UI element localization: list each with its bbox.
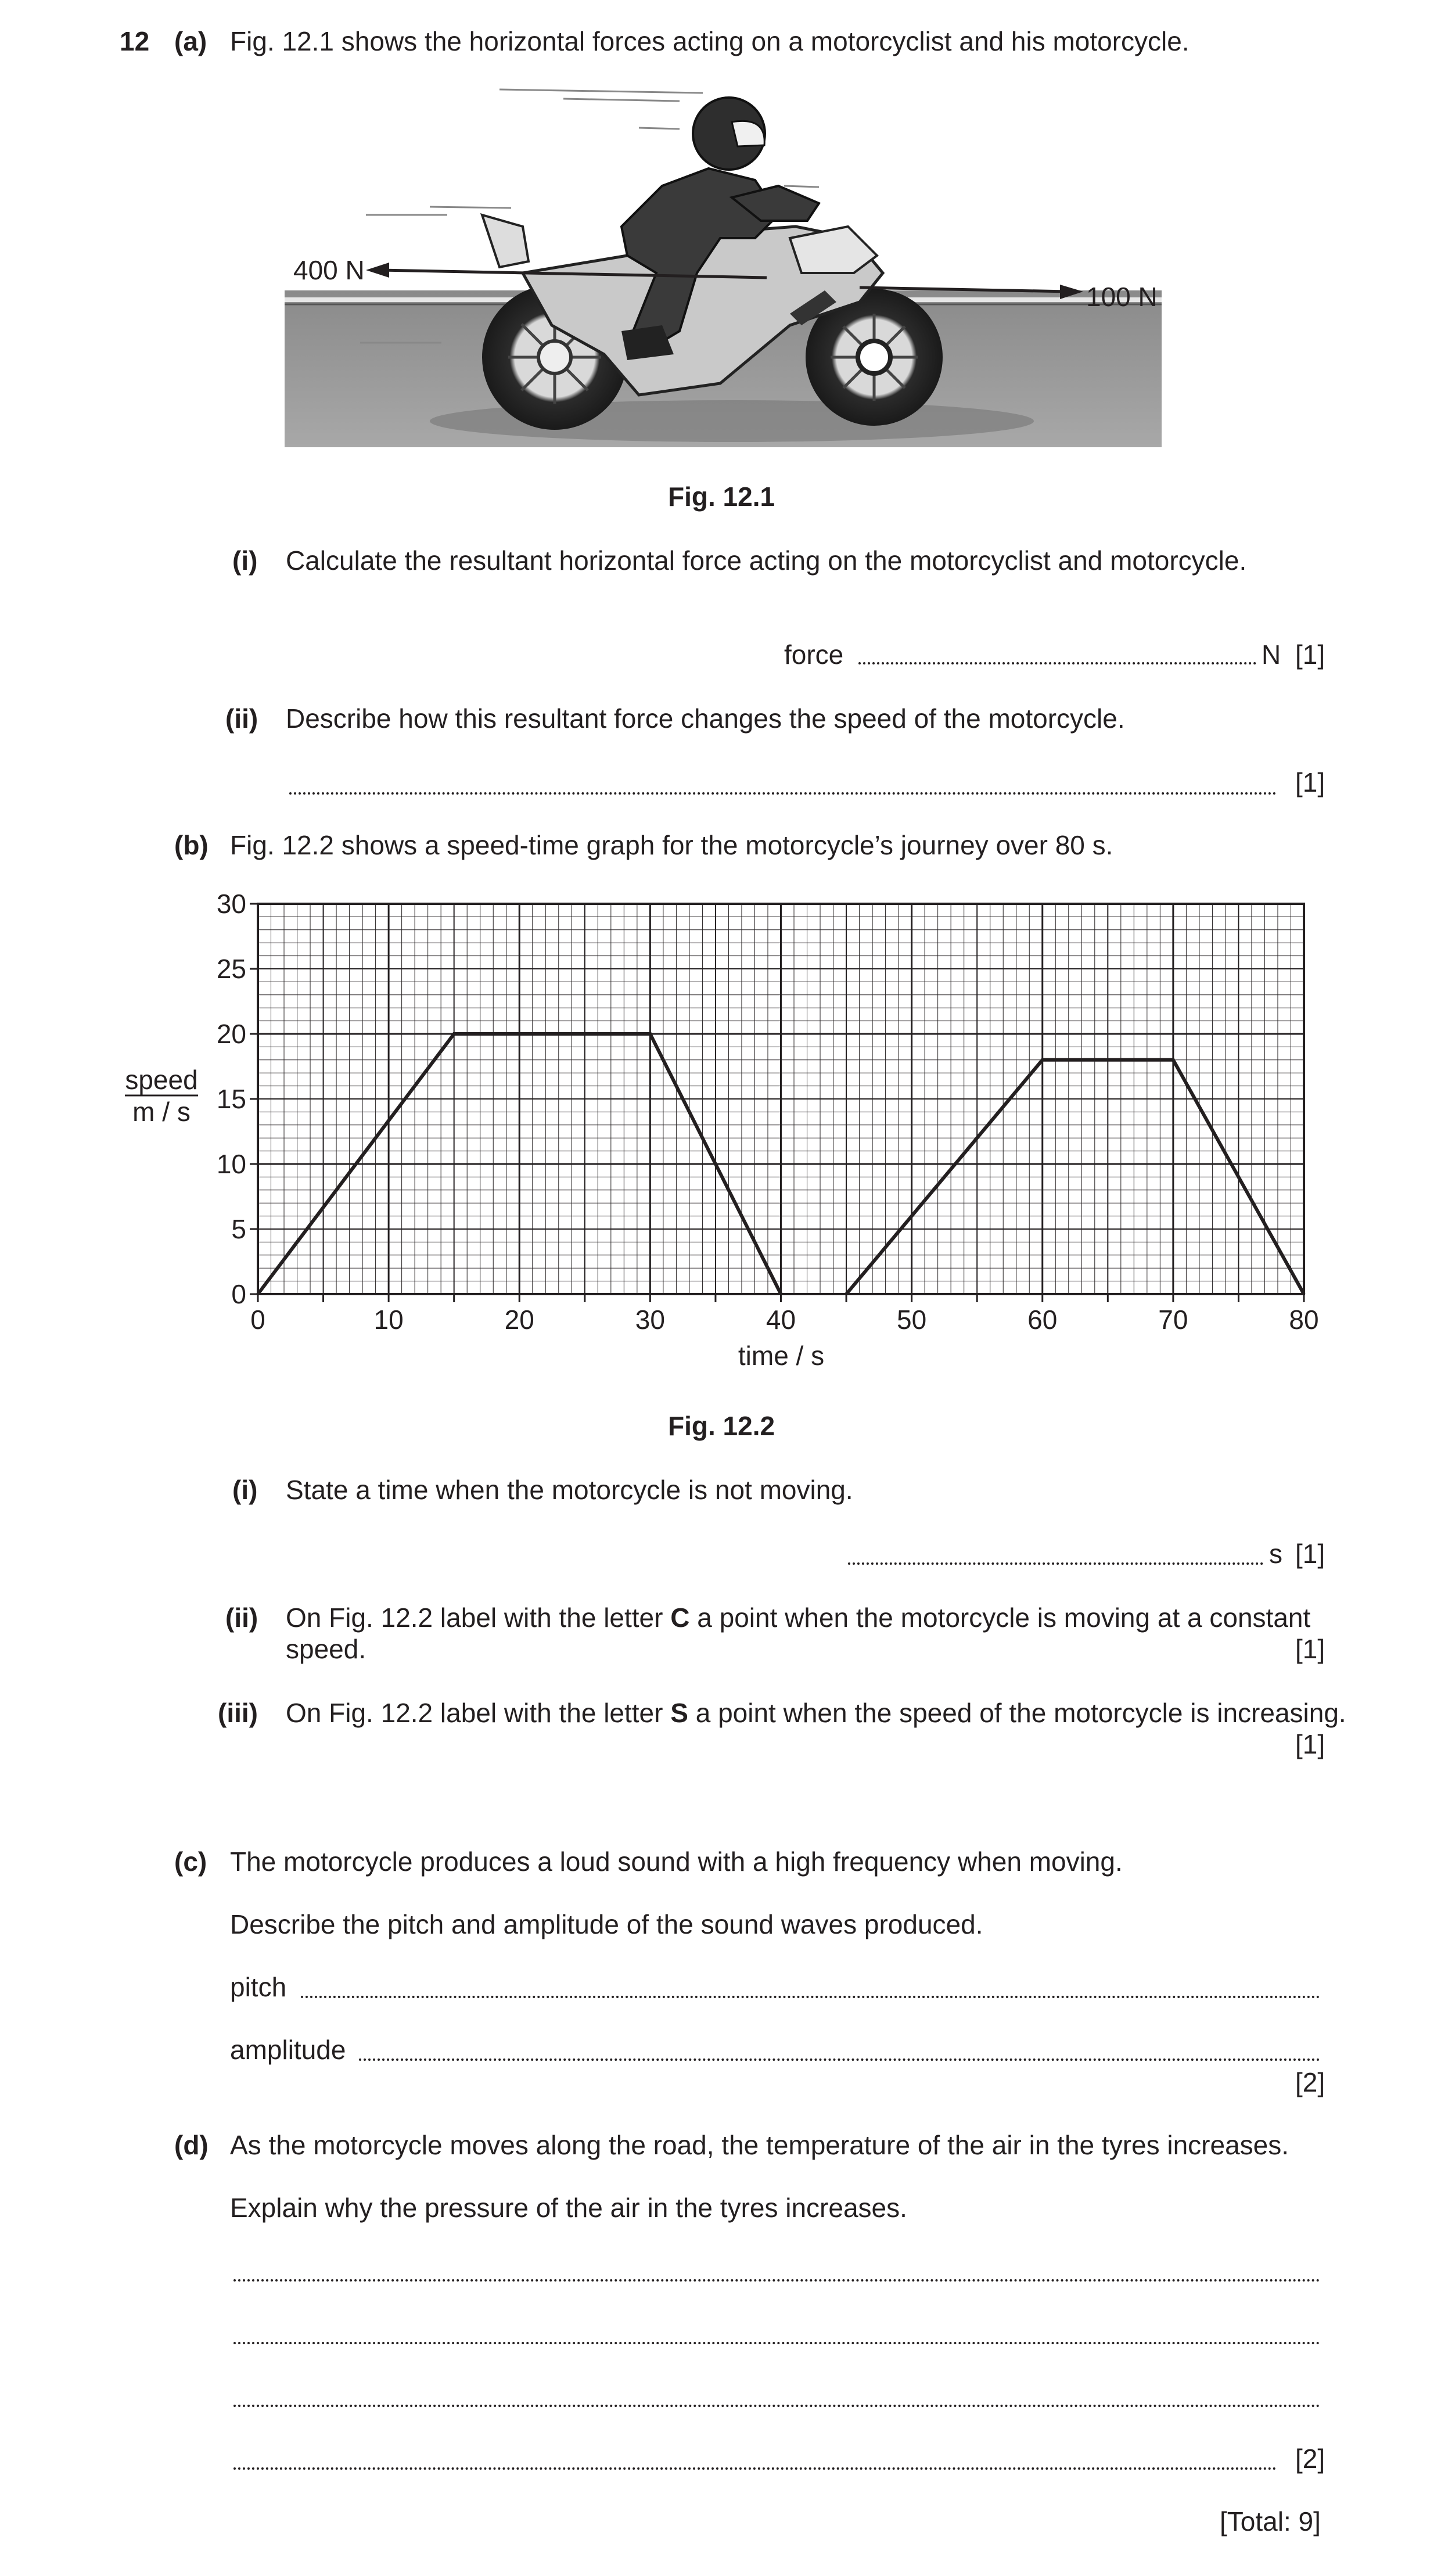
y-axis-label-top: speed — [125, 1065, 198, 1095]
y-tick-label: 30 — [216, 889, 246, 919]
arrow-right-icon — [1060, 285, 1083, 299]
part-b-ii-label: (ii) — [225, 1603, 258, 1633]
force-answer-field[interactable] — [858, 662, 1256, 664]
time-answer-field[interactable] — [848, 1562, 1263, 1565]
y-tick-label: 15 — [216, 1084, 246, 1114]
part-a-i-label: (i) — [232, 545, 258, 576]
part-b-i-marks: [1] — [1295, 1539, 1325, 1569]
y-tick-label: 5 — [231, 1214, 246, 1244]
part-b-iii-text-after: a point when the speed of the motorcycle is increasing. — [695, 1698, 1346, 1728]
part-c-marks: [2] — [1295, 2067, 1325, 2097]
x-tick-label: 20 — [504, 1305, 534, 1335]
part-a-ii-label: (ii) — [225, 703, 258, 734]
part-b-ii-text-after: a point when the motorcycle is moving at a constant — [697, 1603, 1311, 1633]
fig-12-1-caption: Fig. 12.1 — [668, 482, 775, 512]
y-axis-label-bottom: m / s — [132, 1097, 191, 1127]
part-c-text: The motorcycle produces a loud sound with a high frequency when moving. — [230, 1846, 1123, 1877]
total-marks: [Total: 9] — [1220, 2506, 1321, 2537]
force-label-left: 400 N — [293, 255, 365, 285]
x-tick-label: 50 — [897, 1305, 927, 1335]
x-tick-label: 0 — [250, 1305, 265, 1335]
amplitude-label: amplitude — [230, 2035, 346, 2065]
part-a-label: (a) — [174, 26, 207, 56]
letter-s: S — [670, 1698, 688, 1728]
part-a-intro: Fig. 12.1 shows the horizontal forces acting on a motorcyclist and his motorcycle. — [230, 26, 1190, 56]
part-c-label: (c) — [174, 1846, 207, 1877]
part-b-intro: Fig. 12.2 shows a speed-time graph for the motorcycle’s journey over 80 s. — [230, 830, 1113, 860]
part-b-label: (b) — [174, 830, 209, 860]
part-b-ii-text-before: On Fig. 12.2 label with the letter — [286, 1603, 663, 1633]
part-b-i-label: (i) — [232, 1475, 258, 1505]
part-b-iii-text — [286, 1697, 1346, 1729]
speed-change-answer-field[interactable] — [289, 792, 1277, 795]
x-tick-label: 70 — [1158, 1305, 1188, 1335]
explanation-line-3[interactable] — [233, 2405, 1320, 2407]
pitch-answer-field[interactable] — [301, 1996, 1320, 1998]
y-tick-label: 25 — [216, 954, 246, 984]
part-d-text: As the motorcycle moves along the road, the temperature of the air in the tyres increases. — [230, 2130, 1289, 2160]
speed-time-graph — [0, 871, 1441, 1394]
y-tick-label: 10 — [216, 1149, 246, 1179]
part-b-iii-label: (iii) — [218, 1698, 258, 1728]
letter-c: C — [670, 1603, 690, 1633]
part-d-prompt: Explain why the pressure of the air in the tyres increases. — [230, 2193, 907, 2223]
x-tick-label: 60 — [1027, 1305, 1058, 1335]
part-b-i-text: State a time when the motorcycle is not moving. — [286, 1475, 853, 1505]
part-a-i-marks: [1] — [1295, 639, 1325, 670]
y-tick-label: 0 — [231, 1279, 246, 1309]
x-tick-label: 30 — [635, 1305, 665, 1335]
part-b-ii-marks: [1] — [1295, 1634, 1325, 1664]
question-number: 12 — [120, 26, 150, 56]
part-d-label: (d) — [174, 2130, 209, 2160]
part-c-prompt: Describe the pitch and amplitude of the sound waves produced. — [230, 1909, 983, 1939]
part-a-i-text: Calculate the resultant horizontal force acting on the motorcyclist and motorcycle. — [286, 545, 1247, 576]
force-label-right: 100 N — [1086, 282, 1158, 312]
part-a-ii-text: Describe how this resultant force changes the speed of the motorcycle. — [286, 703, 1125, 734]
amplitude-answer-field[interactable] — [359, 2058, 1320, 2061]
x-axis-label: time / s — [738, 1341, 825, 1371]
fig-12-2-caption: Fig. 12.2 — [668, 1411, 775, 1441]
force-arrows — [279, 244, 1173, 314]
explanation-line-4[interactable] — [233, 2467, 1277, 2470]
x-tick-label: 10 — [373, 1305, 404, 1335]
y-tick-label: 20 — [216, 1019, 246, 1049]
part-a-ii-marks: [1] — [1295, 767, 1325, 797]
x-tick-label: 80 — [1289, 1305, 1319, 1335]
part-b-ii-text — [286, 1602, 1310, 1633]
part-b-iii-marks: [1] — [1295, 1729, 1325, 1759]
explanation-line-2[interactable] — [233, 2342, 1320, 2344]
time-answer-unit: s — [1269, 1539, 1282, 1569]
explanation-line-1[interactable] — [233, 2279, 1320, 2282]
part-b-ii-text-line2: speed. — [286, 1634, 366, 1664]
part-d-marks: [2] — [1295, 2444, 1325, 2474]
x-tick-label: 40 — [766, 1305, 796, 1335]
pitch-label: pitch — [230, 1972, 287, 2002]
arrow-left-icon — [366, 263, 389, 278]
force-answer-unit: N — [1262, 639, 1281, 670]
part-b-iii-text-before: On Fig. 12.2 label with the letter — [286, 1698, 663, 1728]
force-answer-prefix: force — [784, 639, 844, 670]
